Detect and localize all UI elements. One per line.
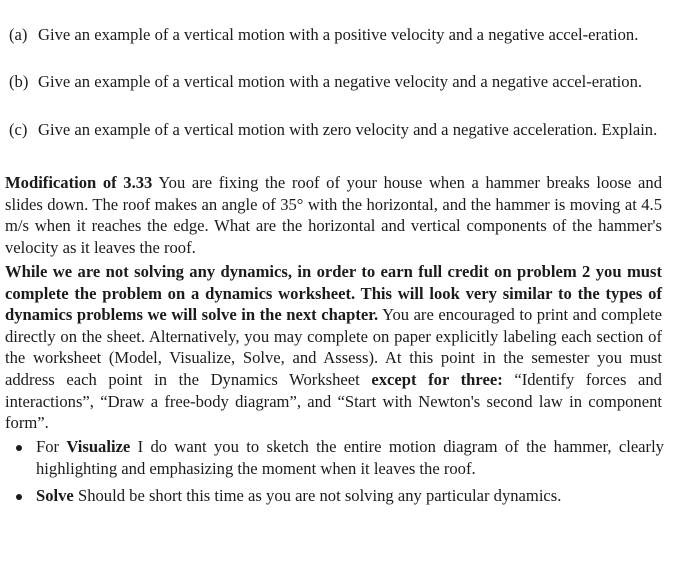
question-b-text: Give an example of a vertical motion with a negative velocity and a negative accel-eration. [38,72,643,91]
bullet-dot-icon [16,494,22,500]
bullet-visualize-prefix: For [36,437,60,456]
instructions-text-2: “Identify forces and interactions”, “Draw a free-body diagram”, and “Start with Newton's second law in component form”. [5,369,662,433]
instructions-text-1: You are encouraged to print and complete directly on the sheet. Alternatively, you may complete on paper explicitly labeling each section of the worksheet (Model, Visualize, Solve, and Assess). At this point in the semester you must address each point in the Dynamics Worksheet [5,305,662,389]
bullet-visualize-text [36,436,664,479]
question-c [9,119,671,141]
bullet-solve-body: Should be short this time as you are not solving any particular dynamics. [77,486,562,506]
bullet-solve-bold: Solve [36,486,74,506]
bullet-visualize [16,436,664,479]
question-a-label: (a) [9,25,28,44]
bullet-visualize-bold: Visualize [66,437,131,456]
bullet-list [16,436,664,513]
modification-heading: Modification of 3.33 [5,173,153,192]
bullet-dot-icon [16,445,22,451]
instructions-bold-intro: While we are not solving any dynamics, in order to earn full credit on problem 2 you must complete the problem on a dynamics worksheet. This will look very similar to the types of dynamics problems we will solve in the next chapter. [5,262,662,325]
bullet-visualize-body: I do want you to sketch the entire motion diagram of the hammer, clearly highlighting and emphasizing the moment when it leaves the roof. [36,437,664,478]
question-b [9,71,671,93]
question-c-text: Give an example of a vertical motion with zero velocity and a negative acceleration. Explain. [38,120,658,139]
modification-text: You are fixing the roof of your house when a hammer breaks loose and slides down. The roof makes an angle of 35° with the horizontal, and the hammer is moving at 4.5 m/s when it reaches the edge. What are the horizontal and vertical components of the hammer's velocity as it leaves the roof. [5,173,662,257]
question-a-text: Give an example of a vertical motion with a positive velocity and a negative accel-eration. [38,25,639,44]
modification-paragraph [5,172,662,258]
question-c-label: (c) [9,120,28,139]
question-a [9,24,671,46]
bullet-solve [16,485,664,507]
instructions-bold-except: except for three: [371,369,503,389]
instructions-paragraph [5,261,662,434]
bullet-solve-text [36,485,664,507]
question-b-label: (b) [9,72,29,91]
